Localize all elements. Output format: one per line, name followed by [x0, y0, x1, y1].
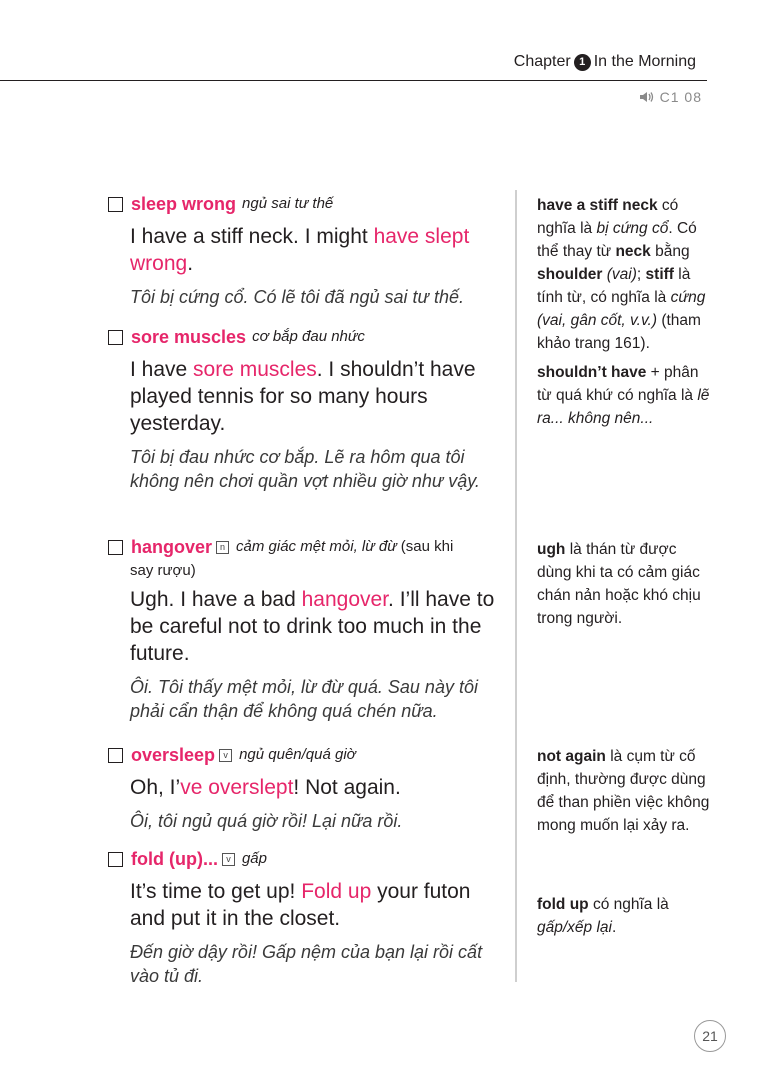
side-note: [537, 893, 715, 945]
chapter-number-badge: 1: [574, 54, 591, 71]
entry-gloss-note: (sau khi: [400, 538, 454, 555]
vocab-entry: [108, 742, 506, 833]
vocab-entry: [108, 324, 506, 493]
highlight-phrase: ve overslept: [180, 776, 294, 799]
checkbox[interactable]: [108, 852, 123, 867]
entry-keyword: sleep wrong: [131, 194, 237, 214]
checkbox[interactable]: [108, 330, 123, 345]
highlight-phrase: sore muscles: [193, 358, 317, 381]
entry-head: [108, 534, 506, 560]
vocab-entry: [108, 191, 506, 309]
page-number: 21: [694, 1020, 726, 1052]
entry-gloss: cảm giác mệt mỏi, lừ đừ: [236, 538, 397, 555]
entry-gloss-tail: say rượu): [130, 562, 196, 579]
entry-gloss: gấp: [241, 850, 267, 867]
note-fold-up: fold up có nghĩa là gấp/xếp lại.: [537, 896, 669, 936]
side-note: [537, 194, 715, 436]
entry-head: [108, 324, 506, 350]
note-ugh: ugh là thán từ được dùng khi ta có cảm giác chán nản hoặc khó chịu trong người.: [537, 541, 701, 627]
vocab-entry: [108, 846, 506, 988]
side-note: [537, 745, 715, 843]
entry-gloss: ngủ sai tư thế: [242, 195, 334, 212]
part-of-speech-badge: n: [216, 541, 229, 554]
entry-gloss: ngủ quên/quá giờ: [239, 746, 356, 763]
checkbox[interactable]: [108, 197, 123, 212]
checkbox[interactable]: [108, 748, 123, 763]
example-english: I have sore muscles. I shouldn’t have played tennis for so many hours yesterday.: [130, 358, 476, 435]
column-divider: [515, 190, 517, 982]
example-english: It’s time to get up! Fold up your futon and put it in the closet.: [130, 880, 471, 930]
entry-head: [108, 191, 506, 217]
chapter-prefix: Chapter: [513, 53, 571, 70]
part-of-speech-badge: v: [219, 749, 232, 762]
audio-track-number: C1 08: [659, 89, 702, 105]
entry-keyword: hangover: [131, 537, 213, 557]
example-vietnamese: Đến giờ dậy rồi! Gấp nệm của bạn lại rồi cất vào tủ đi.: [130, 942, 483, 986]
audio-track-label[interactable]: [639, 89, 702, 105]
note-not-again: not again là cụm từ cố định, thường được dùng để than phiền việc không mong muốn lại xảy ra.: [537, 748, 710, 834]
chapter-title: In the Morning: [593, 53, 696, 70]
example-vietnamese: Ôi. Tôi thấy mệt mỏi, lừ đừ quá. Sau này tôi phải cẩn thận để không quá chén nữa.: [130, 677, 478, 721]
header-rule: [0, 80, 707, 81]
example-vietnamese: Ôi, tôi ngủ quá giờ rồi! Lại nữa rồi.: [130, 811, 403, 831]
vocab-entry: [108, 534, 506, 723]
side-note: [537, 538, 715, 636]
highlight-phrase: Fold up: [301, 880, 372, 903]
example-english: Ugh. I have a bad hangover. I’ll have to be careful not to drink too much in the future.: [130, 588, 495, 665]
speaker-icon: [639, 91, 655, 103]
note-shouldnt-have: shouldn’t have + phân từ quá khứ có nghĩa là lẽ ra... không nên...: [537, 364, 710, 427]
chapter-header: [514, 53, 696, 71]
note-stiff-neck: have a stiff neck có nghĩa là bị cứng cổ. Có thể thay từ neck bằng shoulder (vai); stiff là tính từ, có nghĩa là cứng (vai, gân cốt, v.v.) (tham khảo trang 161).: [537, 197, 706, 352]
checkbox[interactable]: [108, 540, 123, 555]
entry-keyword: fold (up)...: [131, 849, 218, 869]
example-vietnamese: Tôi bị đau nhức cơ bắp. Lẽ ra hôm qua tôi không nên chơi quần vợt nhiều giờ như vậy.: [130, 447, 480, 491]
example-english: Oh, I’ve overslept! Not again.: [130, 776, 401, 799]
entry-keyword: oversleep: [131, 745, 216, 765]
example-english: I have a stiff neck. I might have slept wrong.: [130, 225, 470, 275]
entry-head: [108, 742, 506, 768]
entry-keyword: sore muscles: [131, 327, 247, 347]
entry-gloss: cơ bắp đau nhức: [252, 328, 365, 345]
entry-head: [108, 846, 506, 872]
highlight-phrase: hangover: [301, 588, 389, 611]
part-of-speech-badge: v: [222, 853, 235, 866]
highlight-phrase: have slept wrong: [130, 225, 470, 275]
example-vietnamese: Tôi bị cứng cổ. Có lẽ tôi đã ngủ sai tư thế.: [130, 287, 464, 307]
